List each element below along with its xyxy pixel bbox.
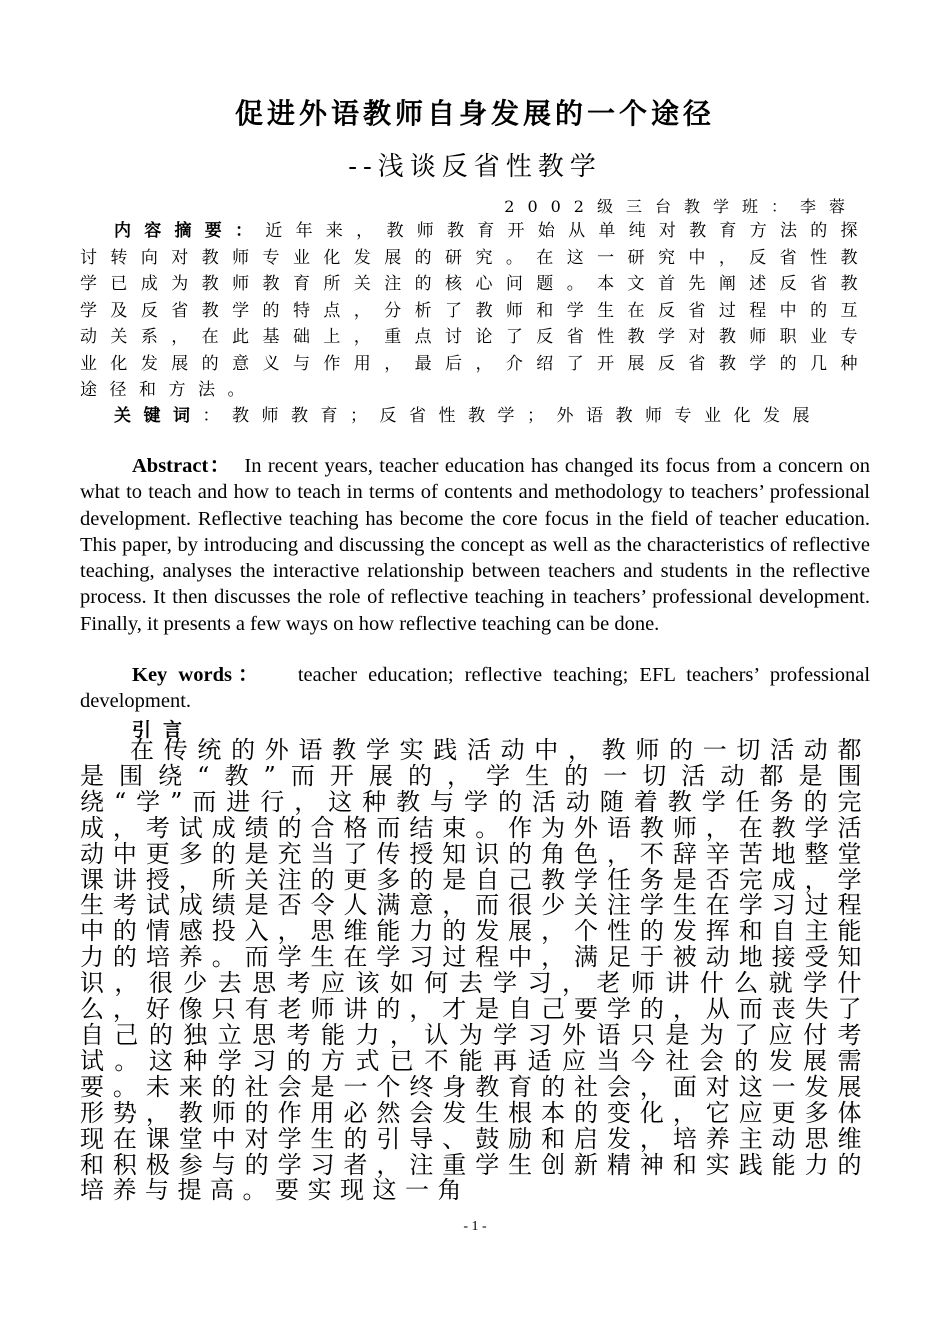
chinese-abstract-text: 近年来，教师教育开始从单纯对教育方法的探讨转向对教师专业化发展的研究。在这一研究中，反省性教学已成为教师教育所关注的核心问题。本文首先阐述反省教学及反省教学的特点，分析了教师和学生在反省过程中的互动关系，在此基础上，重点讨论了反省性教学对教师职业专业化发展的意义与作用，最后，介绍了开展反省教学的几种途径和方法。 xyxy=(80,221,871,400)
english-keywords-text: teacher education; reflective teaching; EFL teachers’ professional development. xyxy=(80,664,871,713)
chinese-abstract-label: 内容摘要： xyxy=(114,221,266,241)
author-line: 2002级三台教学班：李蓉 xyxy=(504,197,858,216)
english-keywords xyxy=(80,662,870,715)
english-abstract xyxy=(80,453,870,637)
introduction-heading: 引言 xyxy=(132,719,195,741)
introduction-body: 在传统的外语教学实践活动中，教师的一切活动都是围绕“教”而开展的，学生的一切活动都是围绕“学”而进行，这种教与学的活动随着教学任务的完成，考试成绩的合格而结束。作为外语教师，在教学活动中更多的是充当了传授知识的角色，不辞辛苦地整堂课讲授，所关注的更多的是自己教学任务是否完成，学生考试成绩是否令人满意，而很少关注学生在学习过程中的情感投入，思维能力的发展，个性的发挥和自主能力的培养。而学生在学习过程中，满足于被动地接受知识，很少去思考应该如何去学习，老师讲什么就学什么，好像只有老师讲的，才是自己要学的，从而丧失了自己的独立思考能力，认为学习外语只是为了应付考试。这种学习的方式已不能再适应当今社会的发展需要。未来的社会是一个终身教育的社会，面对这一发展形势，教师的作用必然会发生根本的变化，它应更多体现在课堂中对学生的引导、鼓励和启发，培养主动思维和积极参与的学习者，注重学生创新精神和实践能力的培养与提高。要实现这一角 xyxy=(80,736,870,1205)
page-number: - 1 - xyxy=(463,1219,487,1234)
chinese-keywords-text: ：教师教育；反省性教学；外语教师专业化发展 xyxy=(202,406,822,426)
chinese-keywords-label: 关键词 xyxy=(114,406,203,426)
english-abstract-text: In recent years, teacher education has changed its focus from a concern on what to teach and how to teach in terms of contents and methodology to teachers’ professional development. Reflective teaching has become the core focus in the field of teacher education. This paper, by introducing and discussing the concept as well as the characteristics of reflective teaching, analyses the interactive relationship between teachers and students in the reflective process. It then discusses the role of reflective teaching in teachers’ professional development. Finally, it presents a few ways on how reflective teaching can be done. xyxy=(80,455,870,635)
english-abstract-label: Abstract： xyxy=(132,455,232,477)
chinese-keywords xyxy=(80,403,870,430)
chinese-abstract xyxy=(80,218,870,404)
paper-subtitle: --浅谈反省性教学 xyxy=(348,152,602,182)
paper-title: 促进外语教师自身发展的一个途径 xyxy=(234,97,715,130)
english-keywords-label: Key words： xyxy=(132,664,265,686)
